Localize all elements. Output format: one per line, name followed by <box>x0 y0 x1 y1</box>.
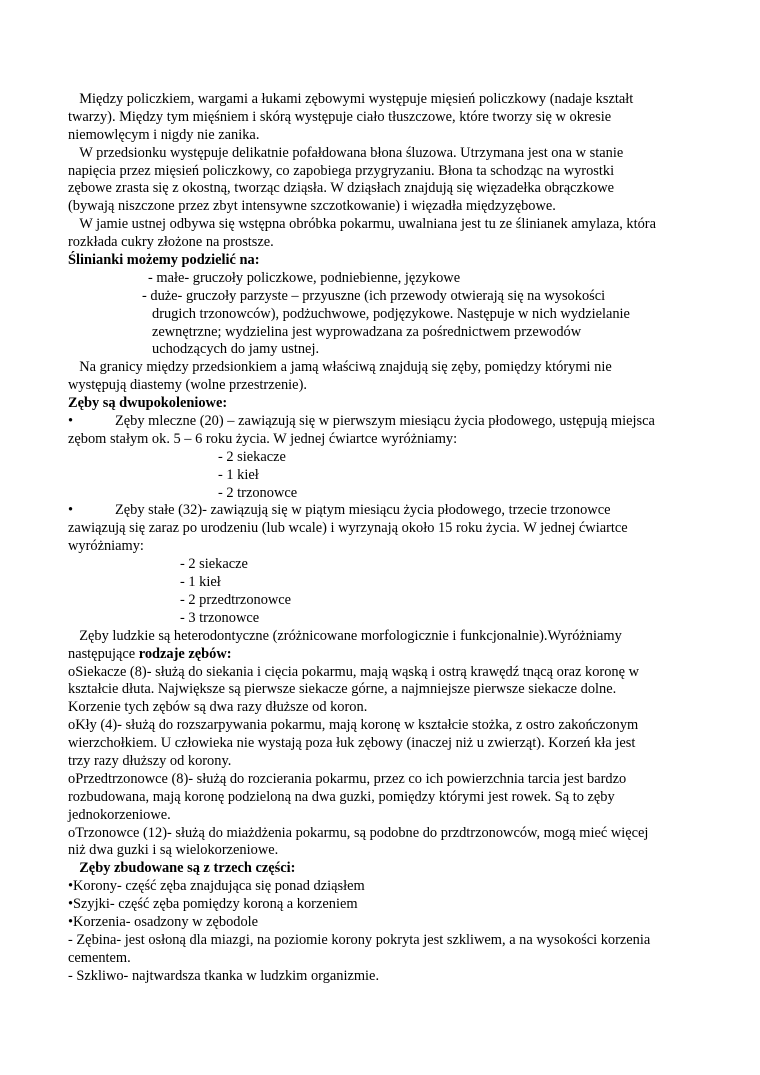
tooth-part-item: •Korzenia- osadzony w zębodole <box>68 913 259 930</box>
incisors-line-2: kształcie dłuta. Największe są pierwsze siekacze górne, a najmniejsze pierwsze siekacze dolne. <box>68 681 617 698</box>
molars-line-1: oTrzonowce (12)- służą do miażdżenia pokarmu, są podobne do przdtrzonowców, mogą mieć więcej <box>68 824 649 841</box>
heading-teeth-types: rodzaje zębów: <box>138 645 232 662</box>
bullet: • <box>68 413 74 430</box>
paragraph-border-line-1: Na granicy między przedsionkiem a jamą właściwą znajdują się zęby, pomiędzy którymi nie <box>68 359 601 376</box>
perm-teeth-line-2: zawiązują się zaraz po urodzeniu (lub wcale) i wyrzynają około 15 roku życia. W jednej ćwiartce <box>68 520 628 537</box>
dentin-line-2: cementem. <box>68 949 131 966</box>
premolars-line-2: rozbudowana, mają koronę podzieloną na dwa guzki, pomiędzy którymi jest rowek. Są to zęby <box>68 788 615 805</box>
salivary-large-line-4: uchodzących do jamy ustnej. <box>152 341 320 358</box>
premolars-line-3: jednokorzeniowe. <box>68 806 171 823</box>
enamel-line: - Szkliwo- najtwardsza tkanka w ludzkim organizmie. <box>68 967 380 984</box>
tooth-part-item: •Korony- część zęba znajdująca się ponad dziąsłem <box>68 878 365 895</box>
heterodont-line-1: Zęby ludzkie są heterodontyczne (zróżnicowane morfologicznie i funkcjonalnie).Wyróżniamy <box>68 627 611 644</box>
paragraph-cheek-line-1: Między policzkiem, wargami a łukami zębowymi występuje mięsień policzkowy (nadaje kształt <box>68 91 623 107</box>
document-page <box>68 91 698 986</box>
perm-list-item: - 2 przedtrzonowce <box>180 591 292 608</box>
milk-teeth-line-1: • Zęby mleczne (20) – zawiązują się w pierwszym miesiącu życia płodowego, ustępują miejsca <box>68 413 655 430</box>
heading-two-generations: Zęby są dwupokoleniowe: <box>68 395 228 412</box>
paragraph-border-line-2: występują diastemy (wolne przestrzenie). <box>68 377 307 394</box>
milk-list-item: - 2 siekacze <box>218 448 286 465</box>
perm-teeth-line-1: • Zęby stałe (32)- zawiązują się w piątym miesiącu życia płodowego, trzecie trzonowce <box>68 502 611 519</box>
paragraph-cheek-line-3: niemowlęcym i nigdy nie zanika. <box>68 126 260 143</box>
molars-line-2: niż dwa guzki i są wielokorzeniowe. <box>68 842 279 859</box>
dentin-line-1: - Zębina- jest osłoną dla miazgi, na poziomie korony pokryta jest szkliwem, a na wysokości korzenia <box>68 931 651 948</box>
heading-salivary-glands: Ślinianki możemy podzielić na: <box>68 252 260 269</box>
paragraph-vestibule-line-2: napięcia przez mięsień policzkowy, co zapobiega przygryzaniu. Błona ta schodząc na wyrostki <box>68 162 615 179</box>
milk-teeth-line-2: zębom stałym ok. 5 – 6 roku życia. W jednej ćwiartce wyróżniamy: <box>68 430 458 447</box>
paragraph-cheek-line-2: twarzy). Między tym mięśniem i skórą występuje ciało tłuszczowe, które tworzy się w okresie <box>68 108 612 125</box>
salivary-large-line-3: zewnętrzne; wydzielina jest wyprowadzana za pośrednictwem przewodów <box>152 323 582 340</box>
heterodont-line-2: następujące rodzaje zębów: <box>68 645 232 662</box>
salivary-large-line-2: drugich trzonowców), podżuchwowe, podjęzykowe. Następuje w nich wydzielanie <box>152 305 630 322</box>
premolars-line-1: oPrzedtrzonowce (8)- służą do rozcierania pokarmu, przez co ich powierzchnia tarcia jest bardzo <box>68 770 627 787</box>
milk-list-item: - 1 kieł <box>218 466 259 483</box>
bullet: • <box>68 502 74 519</box>
perm-list-item: - 3 trzonowce <box>180 609 260 626</box>
perm-teeth-line-3: wyróżniamy: <box>68 538 144 555</box>
incisors-line-3: Korzenie tych zębów są dwa razy dłuższe od koron. <box>68 699 368 716</box>
paragraph-vestibule-line-3: zębowe zrasta się z okostną, tworząc dziąsła. W dziąsłach znajdują się więzadełka obrączkowe <box>68 180 615 197</box>
canines-line-1: oKły (4)- służą do rozszarpywania pokarmu, mają koronę w kształcie stożka, z ostro zakończonym <box>68 717 639 734</box>
salivary-small: - małe- gruczoły policzkowe, podniebienne, językowe <box>148 269 461 286</box>
incisors-line-1: oSiekacze (8)- służą do siekania i cięcia pokarmu, mają wąską i ostrą krawędź tnącą oraz koronę w <box>68 663 639 680</box>
canines-line-3: trzy razy dłuższy od korony. <box>68 752 232 769</box>
perm-list-item: - 2 siekacze <box>180 556 248 573</box>
milk-list-item: - 2 trzonowce <box>218 484 298 501</box>
salivary-large-line-1: - duże- gruczoły parzyste – przyuszne (ich przewody otwierają się na wysokości <box>142 287 606 304</box>
tooth-part-item: •Szyjki- część zęba pomiędzy koroną a korzeniem <box>68 896 358 913</box>
paragraph-oral-cavity-line-2: rozkłada cukry złożone na prostsze. <box>68 234 274 251</box>
paragraph-oral-cavity-line-1: W jamie ustnej odbywa się wstępna obróbka pokarmu, uwalniana jest tu ze ślinianek amylaza, która <box>68 216 645 233</box>
paragraph-vestibule-line-4: (bywają niszczone przez zbyt intensywne szczotkowanie) i więzadła międzyzębowe. <box>68 198 556 215</box>
paragraph-vestibule-line-1: W przedsionku występuje delikatnie pofałdowana błona śluzowa. Utrzymana jest ona w stanie <box>68 144 613 161</box>
canines-line-2: wierzchołkiem. U człowieka nie wystają poza łuk zębowy (inaczej niż u zwierząt). Korzeń kła jest <box>68 735 636 752</box>
heading-tooth-parts: Zęby zbudowane są z trzech części: <box>68 860 285 877</box>
perm-list-item: - 1 kieł <box>180 574 221 591</box>
